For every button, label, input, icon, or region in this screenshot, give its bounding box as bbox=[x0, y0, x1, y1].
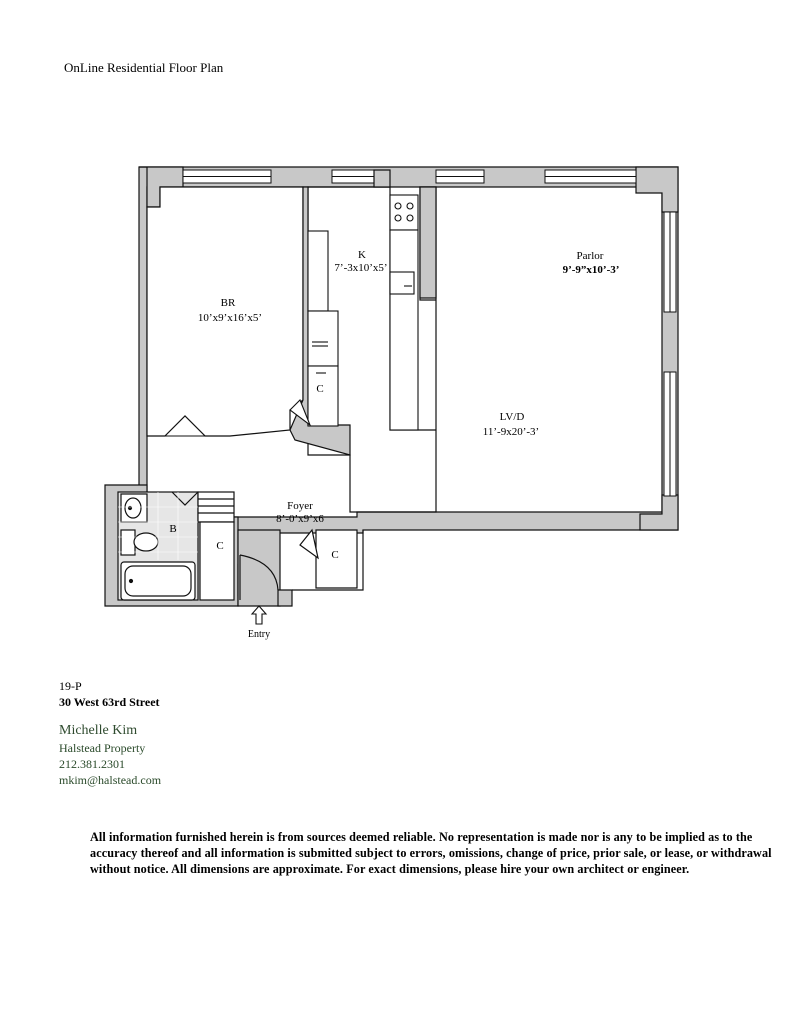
foyer-walls bbox=[238, 530, 363, 606]
entry-label: Entry bbox=[247, 629, 271, 640]
br-dims: 10’x9’x16’x5’ bbox=[197, 312, 263, 324]
parlor-dims: 9’-9”x10’-3’ bbox=[562, 264, 620, 276]
bath-closet bbox=[200, 522, 234, 600]
toilet-tank bbox=[121, 530, 135, 555]
k-label: K bbox=[358, 249, 366, 261]
k-dims: 7’-3x10’x5’ bbox=[334, 262, 388, 274]
bath-closet-label: C bbox=[216, 540, 224, 552]
unit-address: 30 West 63rd Street bbox=[59, 695, 160, 709]
kitchen-closet bbox=[308, 366, 338, 426]
toilet bbox=[134, 533, 158, 551]
foyer-closet-label: C bbox=[331, 549, 339, 561]
kitchen-counters bbox=[308, 195, 418, 430]
foyer-dims: 8’-0’x9’x6 bbox=[276, 513, 324, 525]
br-label: BR bbox=[220, 297, 236, 309]
agent-phone[interactable]: 212.381.2301 bbox=[59, 757, 125, 771]
entry-arrow-icon bbox=[252, 606, 266, 624]
lvd-dims: 11’-9x20’-3’ bbox=[482, 426, 540, 438]
kitchen-closet-label: C bbox=[316, 383, 324, 395]
unit-info bbox=[59, 678, 160, 710]
plan-title: OnLine Residential Floor Plan bbox=[64, 60, 224, 75]
counter bbox=[390, 230, 418, 430]
agent-name: Michelle Kim bbox=[59, 723, 138, 738]
foyer-label: Foyer bbox=[287, 500, 313, 512]
fridge bbox=[308, 231, 328, 311]
bath-label: B bbox=[169, 523, 177, 535]
stove bbox=[390, 195, 418, 230]
agent-info bbox=[59, 722, 161, 788]
sink bbox=[390, 272, 414, 294]
disclaimer: All information furnished herein is from sources deemed reliable. No representation is made nor is any to be implied as to the accuracy thereof and all information is submitted subject to errors, omissions, change of price, prior sale, or lease, or withdrawal without notice. All dimensions are approximate. For exact dimensions, please hire your own architect or engineer. bbox=[90, 830, 772, 876]
parlor-label: Parlor bbox=[576, 250, 604, 262]
agent-email[interactable]: mkim@halstead.com bbox=[59, 773, 162, 787]
lvd-label: LV/D bbox=[499, 411, 525, 423]
agent-company: Halstead Property bbox=[59, 741, 146, 755]
unit-number: 19-P bbox=[59, 679, 82, 693]
